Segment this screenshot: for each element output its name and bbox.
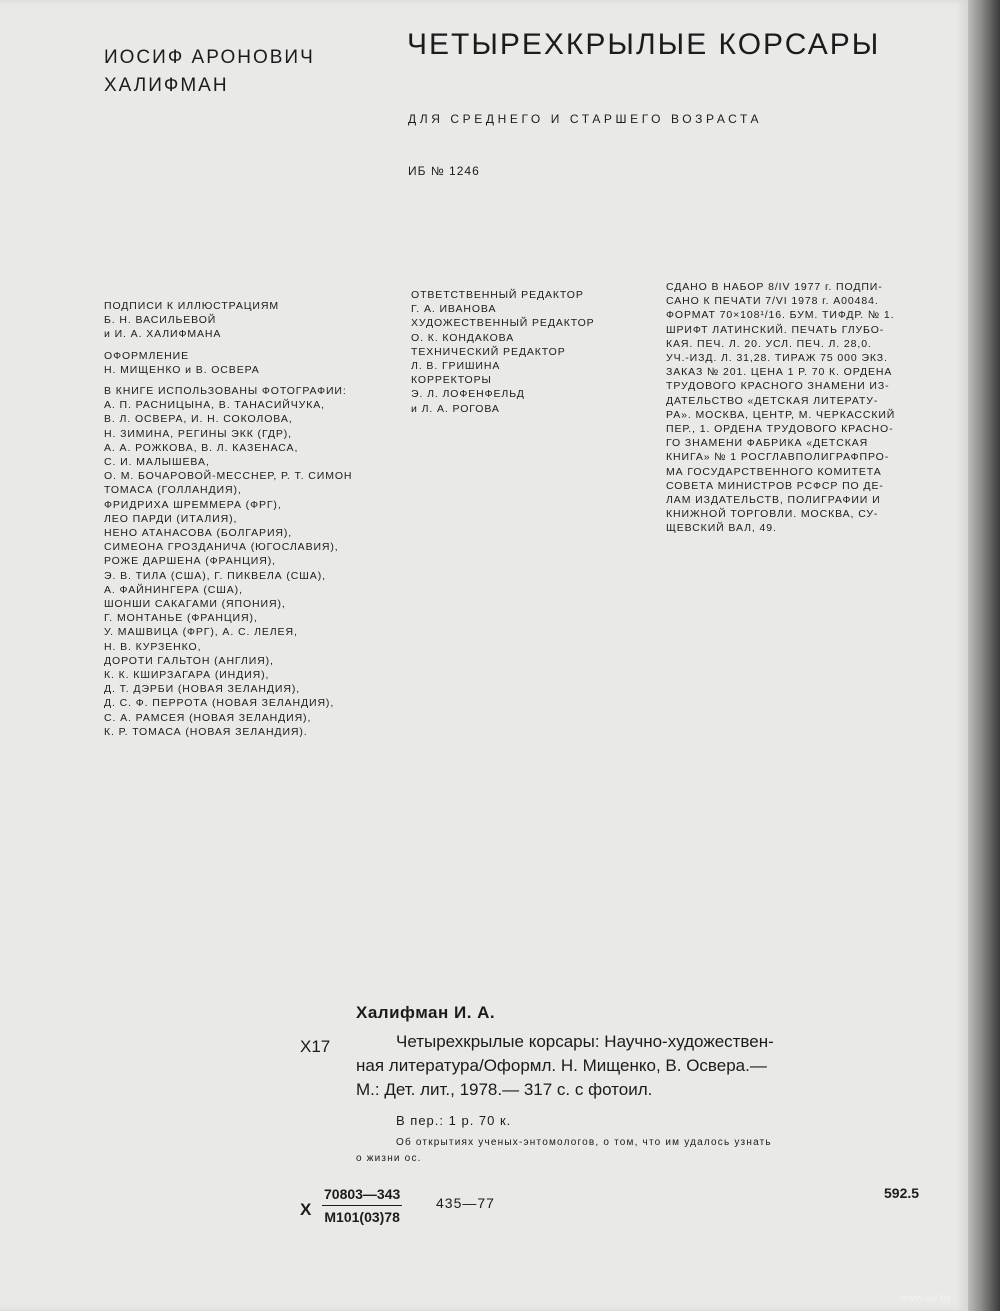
catalog-description (356, 1030, 774, 1102)
credits-left-line: А. П. РАСНИЦЫНА, В. ТАНАСИЙЧУКА, (104, 399, 325, 412)
fraction-denominator: М101(03)78 (324, 1209, 400, 1225)
imprint-line: ПЕР., 1. ОРДЕНА ТРУДОВОГО КРАСНО- (666, 423, 894, 436)
credits-left-line: НЕНО АТАНАСОВА (БОЛГАРИЯ), (104, 527, 293, 540)
imprint-line: ФОРМАТ 70×108¹/16. БУМ. ТИФДР. № 1. (666, 309, 895, 322)
credits-middle-line: ТЕХНИЧЕСКИЙ РЕДАКТОР (411, 345, 566, 358)
credits-left-line: РОЖЕ ДАРШЕНА (ФРАНЦИЯ), (104, 555, 276, 568)
udk-number: 592.5 (884, 1185, 920, 1201)
imprint-line: ТРУДОВОГО КРАСНОГО ЗНАМЕНИ ИЗ- (666, 380, 890, 393)
credits-middle-line: КОРРЕКТОРЫ (411, 374, 492, 387)
imprint-right-column (666, 280, 895, 536)
imprint-line: МА ГОСУДАРСТВЕННОГО КОМИТЕТА (666, 465, 882, 478)
imprint-line: КНИЖНОЙ ТОРГОВЛИ. МОСКВА, СУ- (666, 508, 879, 521)
credits-middle-line: ХУДОЖЕСТВЕННЫЙ РЕДАКТОР (411, 317, 595, 330)
catalog-line: М.: Дет. лит., 1978.— 317 с. с фотоил. (356, 1080, 653, 1099)
credits-left-line: ЛЕО ПАРДИ (ИТАЛИЯ), (104, 512, 238, 525)
imprint-line: УЧ.-ИЗД. Л. 31,28. ТИРАЖ 75 000 ЭКЗ. (666, 352, 888, 365)
fraction-numerator: 70803—343 (322, 1186, 402, 1206)
credits-left-line: О. М. БОЧАРОВОЙ-МЕССНЕР, Р. Т. СИМОН (104, 470, 353, 483)
credits-left-line (104, 342, 352, 349)
imprint-line: КНИГА» № 1 РОСГЛАВПОЛИГРАФПРО- (666, 451, 890, 464)
credits-left-line: К. К. КШИРЗАГАРА (ИНДИЯ), (104, 669, 270, 682)
credits-left-line: Г. МОНТАНЬЕ (ФРАНЦИЯ), (104, 612, 258, 625)
credits-left-line: У. МАШВИЦА (ФРГ), А. С. ЛЕЛЕЯ, (104, 626, 298, 639)
credits-left-column (104, 299, 352, 739)
catalog-line: ная литература/Оформл. Н. Мищенко, В. Освера.— (356, 1056, 767, 1075)
annotation-line: Об открытиях ученых-энтомологов, о том, что им удалось узнать (396, 1137, 772, 1148)
imprint-line: ДАТЕЛЬСТВО «ДЕТСКАЯ ЛИТЕРАТУ- (666, 394, 879, 407)
author-block (104, 44, 315, 100)
imprint-line: ЗАКАЗ № 201. ЦЕНА 1 Р. 70 К. ОРДЕНА (666, 366, 893, 379)
credits-middle-line: ОТВЕТСТВЕННЫЙ РЕДАКТОР (411, 289, 584, 301)
age-group-subtitle: ДЛЯ СРЕДНЕГО И СТАРШЕГО ВОЗРАСТА (408, 112, 763, 126)
catalog-price: В пер.: 1 р. 70 к. (396, 1113, 512, 1128)
imprint-line: РА». МОСКВА, ЦЕНТР, М. ЧЕРКАССКИЙ (666, 408, 896, 421)
credits-left-line: ДОРОТИ ГАЛЬТОН (АНГЛИЯ), (104, 654, 274, 667)
credits-left-line: ТОМАСА (ГОЛЛАНДИЯ), (104, 484, 242, 497)
imprint-line: ШРИФТ ЛАТИНСКИЙ. ПЕЧАТЬ ГЛУБО- (666, 323, 885, 336)
credits-left-line: ОФОРМЛЕНИЕ (104, 349, 189, 362)
credits-left-line: С. А. РАМСЕЯ (НОВАЯ ЗЕЛАНДИЯ), (104, 711, 312, 724)
catalog-author: Халифман И. А. (356, 1003, 496, 1022)
credits-middle-column (411, 288, 595, 416)
catalog-annotation (356, 1135, 772, 1167)
bbk-letter: Х (300, 1200, 312, 1219)
credits-middle-line: Л. В. ГРИШИНА (411, 360, 501, 373)
imprint-line: ГО ЗНАМЕНИ ФАБРИКА «ДЕТСКАЯ (666, 437, 869, 450)
watermark: www.ay.by (900, 1293, 952, 1304)
credits-middle-line: О. К. КОНДАКОВА (411, 331, 515, 344)
credits-left-line: ФРИДРИХА ШРЕММЕРА (ФРГ), (104, 498, 282, 511)
ib-number: ИБ № 1246 (408, 164, 480, 178)
credits-left-line: Н. В. КУРЗЕНКО, (104, 640, 202, 653)
credits-left-line: Д. Т. ДЭРБИ (НОВАЯ ЗЕЛАНДИЯ), (104, 683, 301, 696)
author-name-line: ИОСИФ АРОНОВИЧ (104, 47, 315, 68)
imprint-line: СДАНО В НАБОР 8/IV 1977 г. ПОДПИ- (666, 281, 883, 293)
imprint-line: ЩЕВСКИЙ ВАЛ, 49. (666, 522, 777, 535)
imprint-line: КАЯ. ПЕЧ. Л. 20. УСЛ. ПЕЧ. Л. 28,0. (666, 337, 872, 350)
credits-left-line: СИМЕОНА ГРОЗДАНИЧА (ЮГОСЛАВИЯ), (104, 541, 339, 554)
imprint-line: САНО К ПЕЧАТИ 7/VI 1978 г. А00484. (666, 295, 879, 308)
bbk-fraction (322, 1186, 402, 1225)
credits-left-line: ШОНШИ САКАГАМИ (ЯПОНИЯ), (104, 598, 286, 611)
imprint-line: ЛАМ ИЗДАТЕЛЬСТВ, ПОЛИГРАФИИ И (666, 494, 881, 507)
credits-left-line: А. А. РОЖКОВА, В. Л. КАЗЕНАСА, (104, 441, 299, 454)
annotation-line: о жизни ос. (356, 1153, 422, 1164)
book-title: ЧЕТЫРЕХКРЫЛЫЕ КОРСАРЫ (407, 28, 881, 61)
credits-left-line (104, 377, 352, 384)
credits-left-line: А. ФАЙНИНГЕРА (США), (104, 583, 243, 596)
author-surname-line: ХАЛИФМАН (104, 75, 229, 96)
credits-left-line: Д. С. Ф. ПЕРРОТА (НОВАЯ ЗЕЛАНДИЯ), (104, 697, 335, 710)
credits-left-line: Н. ЗИМИНА, РЕГИНЫ ЭКК (ГДР), (104, 427, 292, 440)
credits-middle-line: Э. Л. ЛОФЕНФЕЛЬД (411, 388, 525, 401)
credits-left-line: В. Л. ОСВЕРА, И. Н. СОКОЛОВА, (104, 413, 293, 426)
credits-left-line: Н. МИЩЕНКО и В. ОСВЕРА (104, 363, 260, 376)
credits-left-line: Б. Н. ВАСИЛЬЕВОЙ (104, 314, 217, 327)
credits-left-line: Э. В. ТИЛА (США), Г. ПИКВЕЛА (США), (104, 569, 326, 582)
credits-middle-line: Г. А. ИВАНОВА (411, 303, 497, 316)
credits-left-line: В КНИГЕ ИСПОЛЬЗОВАНЫ ФОТОГРАФИИ: (104, 385, 347, 398)
credits-left-line: и И. А. ХАЛИФМАНА (104, 328, 222, 341)
credits-left-line: К. Р. ТОМАСА (НОВАЯ ЗЕЛАНДИЯ). (104, 725, 308, 738)
imprint-line: СОВЕТА МИНИСТРОВ РСФСР ПО ДЕ- (666, 479, 884, 492)
credits-left-line: ПОДПИСИ К ИЛЛЮСТРАЦИЯМ (104, 300, 279, 312)
page-edge (968, 0, 1000, 1311)
credits-middle-line: и Л. А. РОГОВА (411, 402, 500, 415)
catalog-code: Х17 (300, 1037, 331, 1056)
catalog-line: Четырехкрылые корсары: Научно-художествен- (396, 1032, 774, 1051)
credits-left-line: С. И. МАЛЫШЕВА, (104, 456, 210, 469)
catalog-code-2: 435—77 (436, 1195, 495, 1211)
